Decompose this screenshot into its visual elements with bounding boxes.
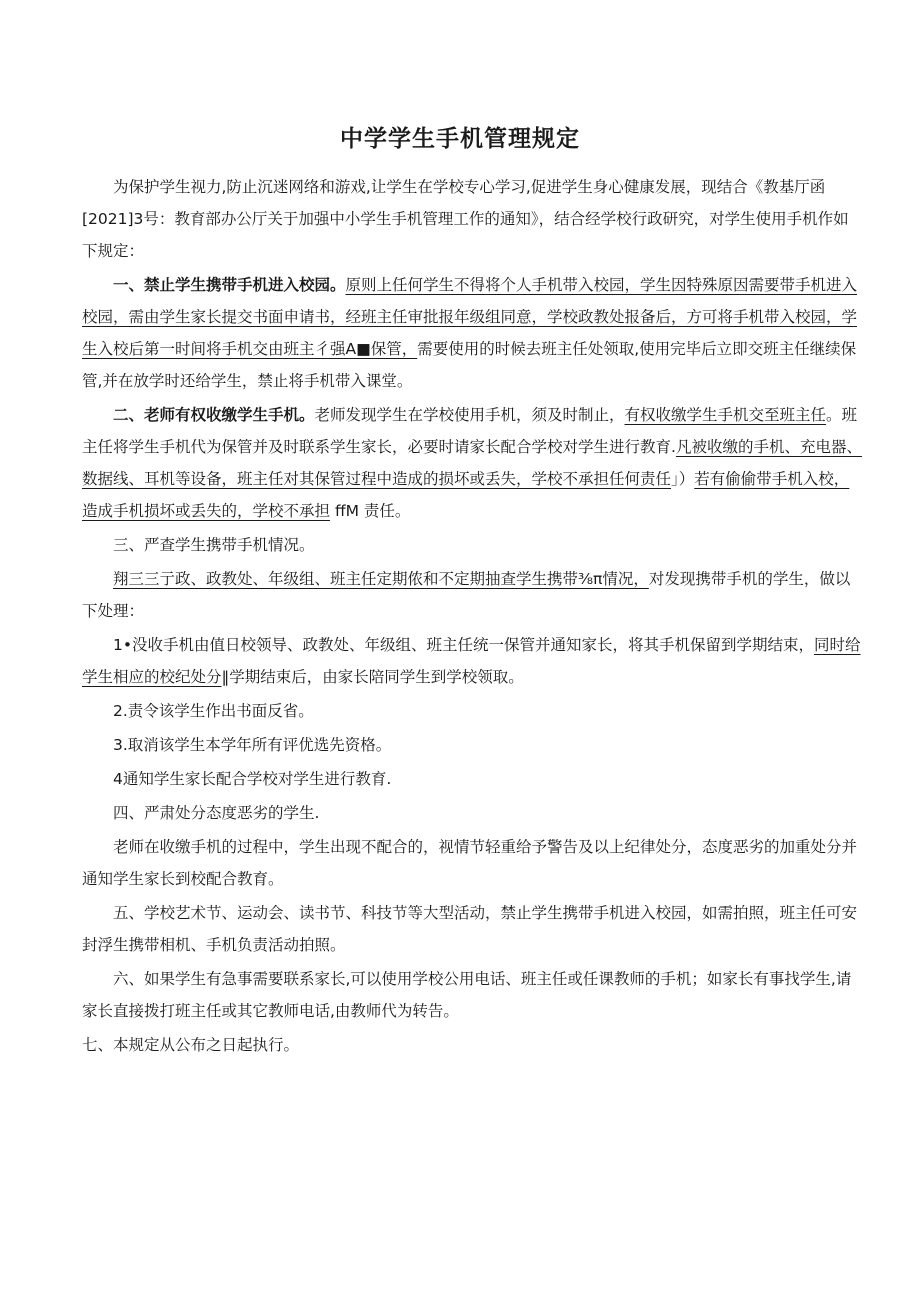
section-2-text-4: ffM 责任。 bbox=[330, 502, 411, 520]
section-2-underlined-2: 凡被收缴的手机、充电器、数据线、耳机等设备，班主任对其保管过程中造成的损坏或丢失，学校不承担任何责任 bbox=[82, 438, 862, 488]
document-body bbox=[82, 171, 862, 1063]
section-2-text-1: 老师发现学生在学校使用手机，须及时制止， bbox=[314, 406, 625, 424]
section-2-text-3: 」） bbox=[671, 470, 695, 488]
section-3-item-1-text: 1•没收手机由值日校领导、政教处、年级组、班主任统一保管并通知家长，将其手机保留到学期结束， bbox=[113, 636, 815, 654]
section-3-heading-paragraph bbox=[82, 529, 862, 561]
section-1-paragraph bbox=[82, 269, 862, 397]
section-6-paragraph: 六、如果学生有急事需要联系家长,可以使用学校公用电话、班主任或任课教师的手机；如家长有事找学生,请家长直接拨打班主任或其它教师电话,由教师代为转告。 bbox=[82, 970, 852, 1020]
section-3-item-2: 2.责令该学生作出书面反省。 bbox=[113, 702, 314, 720]
section-3-item-3: 3.取消该学生本学年所有评优选先资格。 bbox=[113, 736, 392, 754]
section-2-underlined-3: 若有偷偷带手机入校，造成手机损坏或丢失的，学校不承担 bbox=[82, 470, 850, 520]
intro-paragraph: 为保护学生视力,防止沉迷网络和游戏,让学生在学校专心学习,促进学生身心健康发展，现结合《教基厅函[2021]3号：教育部办公厅关于加强中小学生手机管理工作的通知》，结合经学校行政研究，对学生使用手机作如下规定： bbox=[82, 178, 849, 260]
section-2-heading: 二、老师有权收缴学生手机。 bbox=[113, 406, 315, 424]
section-2-text-2: 。班主任将学生手机代为保管并及时联系学生家长，必要时请家长配合学校对学生进行教育. bbox=[82, 406, 858, 456]
section-2-underlined-1: 有权收缴学生手机交至班主任 bbox=[624, 406, 827, 424]
section-1-heading: 一、禁止学生携带手机进入校园。 bbox=[113, 276, 346, 294]
section-2-paragraph bbox=[82, 399, 862, 527]
page-title: 中学学生手机管理规定 bbox=[340, 126, 580, 152]
section-1-rest-text: 需要使用的时候去班主任处领取,使用完毕后立即交班主任继续保管,并在放学时还给学生，禁止将手机带入课堂。 bbox=[82, 340, 857, 390]
section-3-body-paragraph bbox=[82, 563, 862, 627]
section-4-heading: 四、严肃处分态度恶劣的学生. bbox=[113, 804, 320, 822]
section-3-item-1-underlined: 同时给学生相应的校纪处分 bbox=[82, 636, 861, 686]
section-3-item-1-rest: ‖学期结束后，由家长陪同学生到学校领取。 bbox=[221, 668, 524, 686]
section-3-underlined-text: 翔三三亍政、政教处、年级组、班主任定期侬和不定期抽查学生携带⅜π情况， bbox=[113, 570, 649, 588]
section-3-rest-text: 对发现携带手机的学生，做以下处理： bbox=[82, 570, 851, 620]
section-7-paragraph: 七、本规定从公布之日起执行。 bbox=[82, 1036, 300, 1054]
section-1-underlined-text: 原则上任何学生不得将个人手机带入校园，学生因特殊原因需要带手机进入校园，需由学生家长提交书面申请书，经班主任审批报年级组同意，学校政教处报备后，方可将手机带入校园，学生入校后第一时间将手机交由班主彳强A■保管， bbox=[82, 276, 858, 358]
section-5-paragraph: 五、学校艺术节、运动会、读书节、科技节等大型活动，禁止学生携带手机进入校园，如需拍照，班主任可安封浮生携带相机、手机负责活动拍照。 bbox=[82, 904, 858, 954]
section-3-item-4: 4通知学生家长配合学校对学生进行教育. bbox=[113, 770, 392, 788]
section-3-heading: 三、严查学生携带手机情况。 bbox=[113, 536, 315, 554]
section-3-item-1 bbox=[82, 629, 862, 693]
section-4-paragraph: 老师在收缴手机的过程中，学生出现不配合的，视情节轻重给予警告及以上纪律处分，态度恶劣的加重处分并通知学生家长到校配合教育。 bbox=[82, 838, 858, 888]
